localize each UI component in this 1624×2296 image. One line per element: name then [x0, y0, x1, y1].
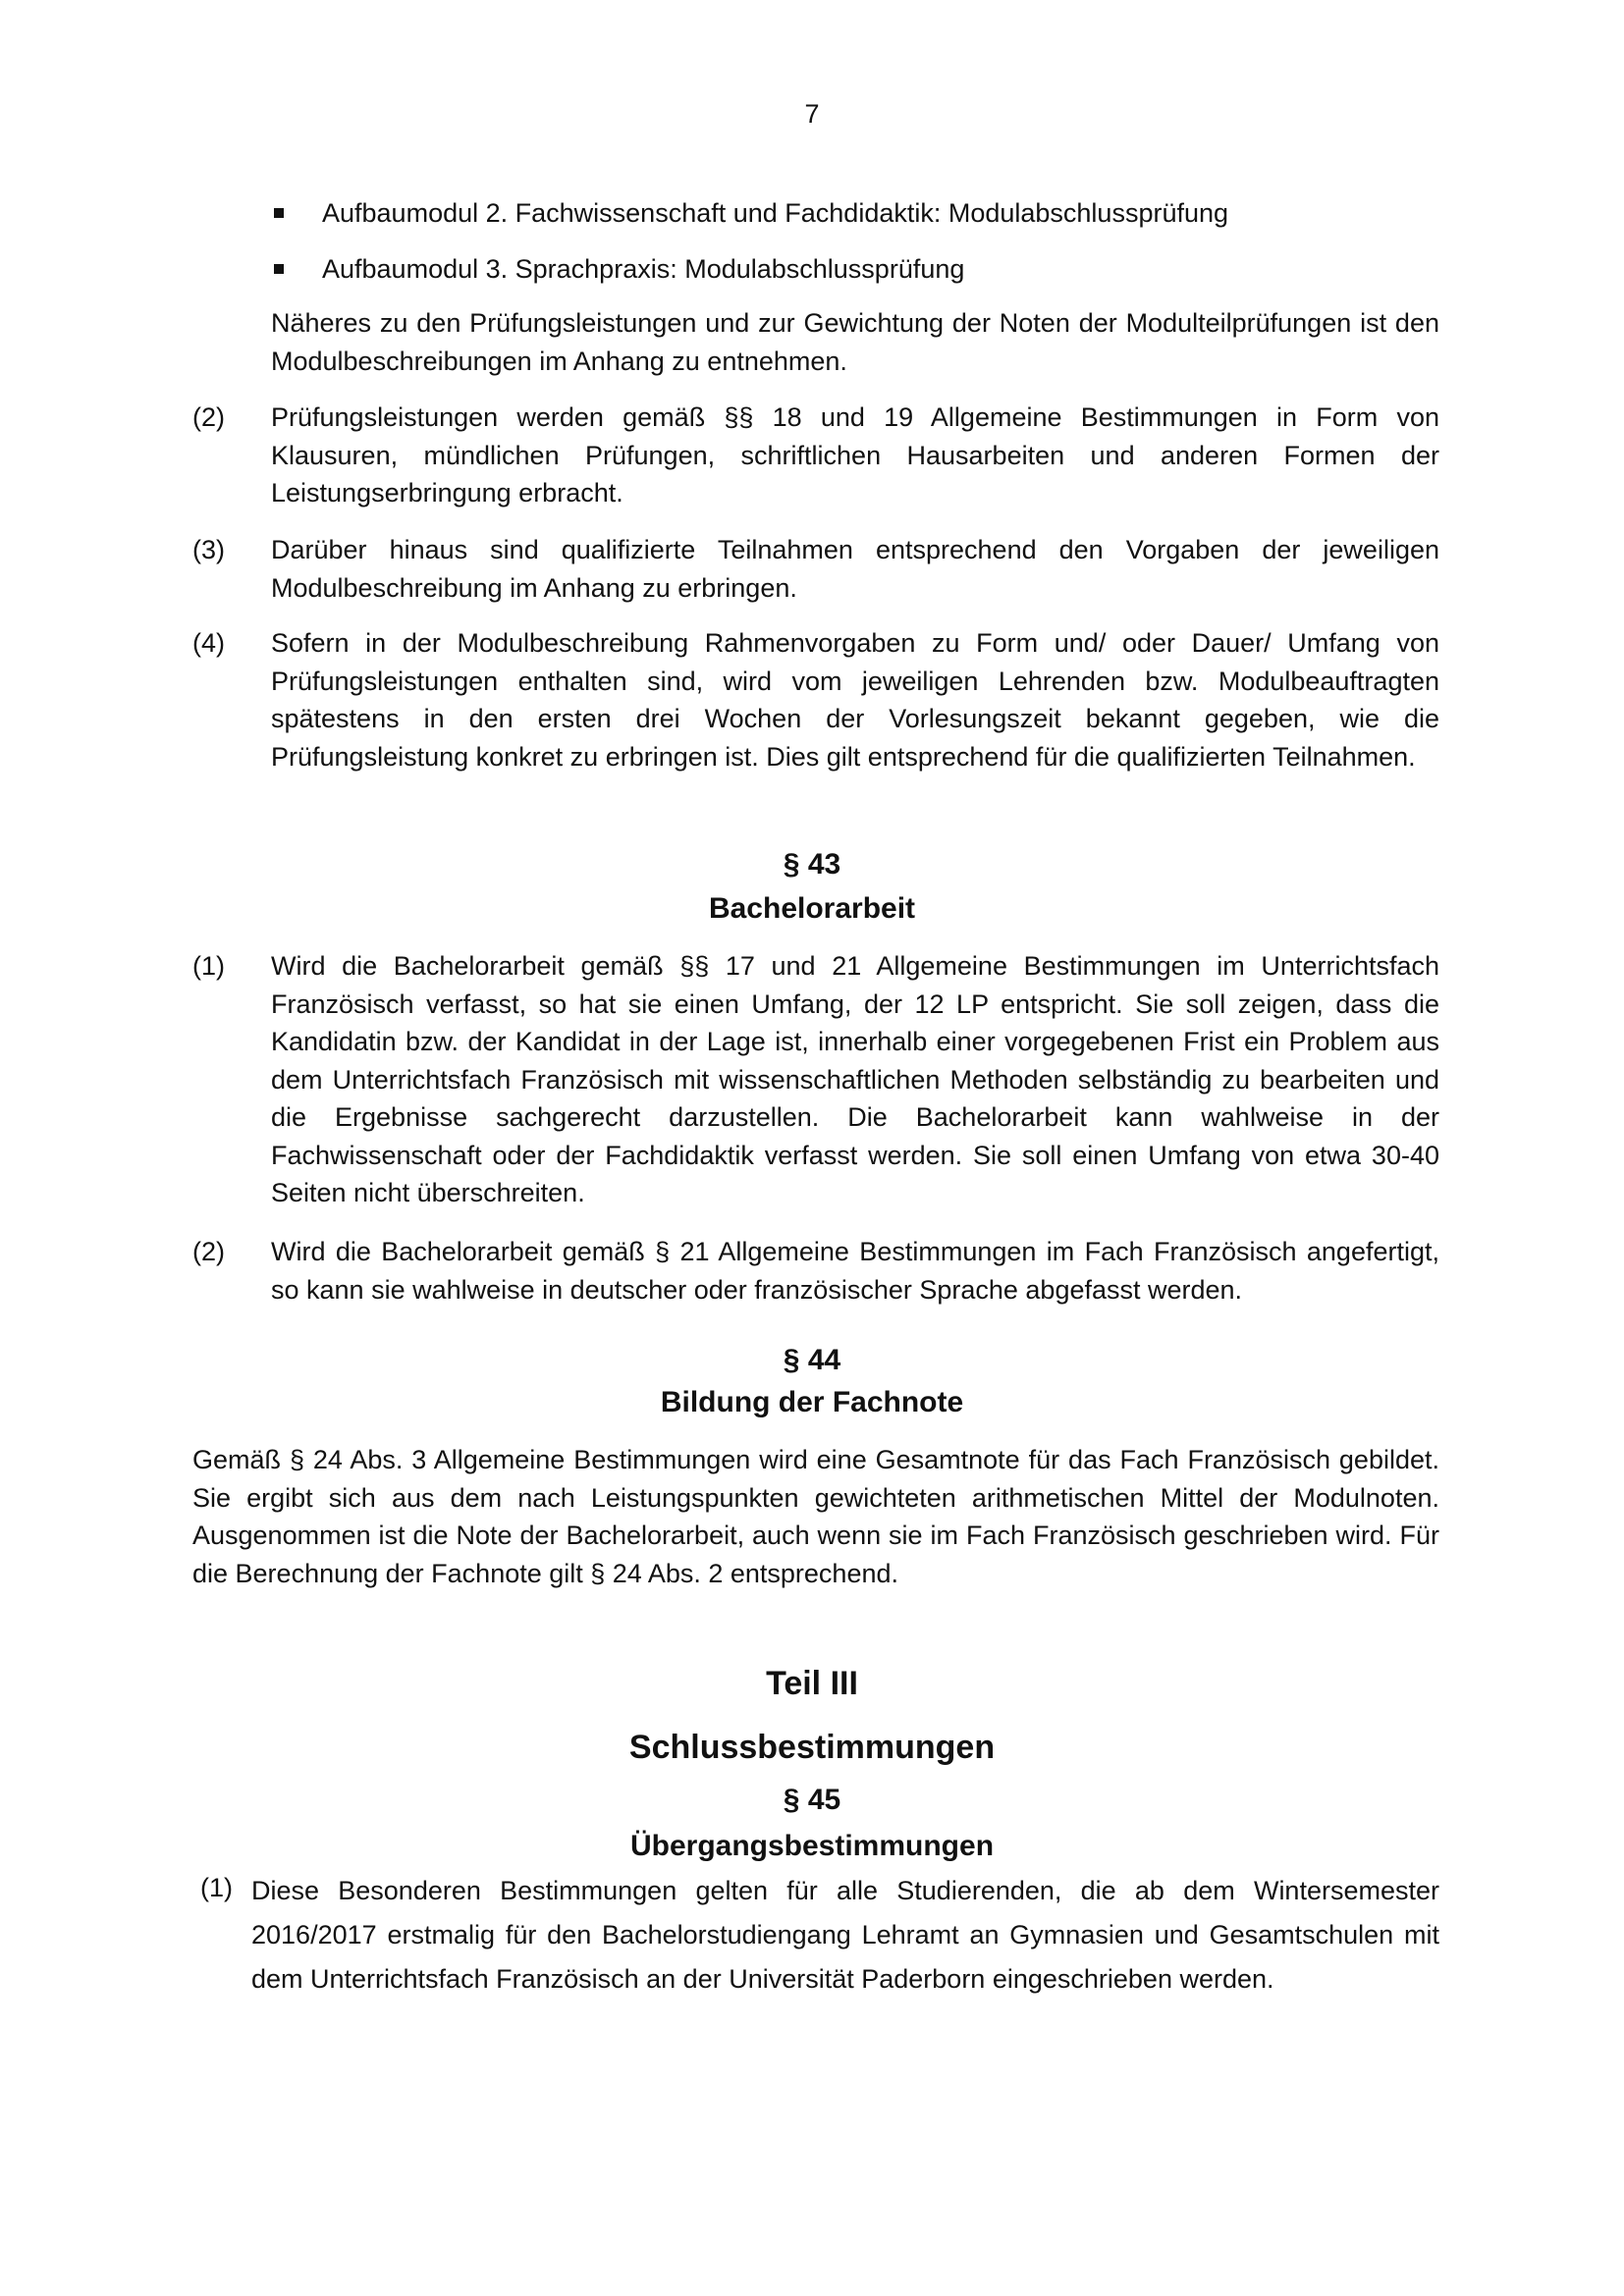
item-text: Wird die Bachelorarbeit gemäß §§ 17 und 21 Allgemeine Bestimmungen im Unterrichtsfach Französisch verfasst, so hat sie einen Umfang, der 12 LP entspricht. Sie soll zeigen, dass die Kandidatin bzw. der Kandidat in der Lage ist, innerhalb einer vorgegebenen Frist ein Problem aus dem Unterrichtsfach Französisch mit wissenschaftlichen Methoden selbständig zu bearbeiten und die Ergebnisse sachgerecht darzustellen. Die Bachelorarbeit kann wahlweise in der Fachwissenschaft oder der Fachdidaktik verfasst werden. Sie soll einen Umfang von etwa 30-40 Seiten nicht überschreiten.: [271, 951, 1439, 1207]
section-number: § 45: [783, 1784, 841, 1816]
bullet-text: Aufbaumodul 2. Fachwissenschaft und Fachdidaktik: Modulabschlussprüfung: [322, 198, 1229, 228]
paragraph-item-1: [192, 947, 1439, 1212]
section-title: Bildung der Fachnote: [660, 1386, 964, 1418]
section-number: § 44: [783, 1344, 841, 1376]
paragraph-item-1: [200, 1869, 1439, 2002]
part-subtitle: Schlussbestimmungen: [628, 1729, 996, 1766]
section-number: § 43: [783, 848, 841, 881]
list-item: [271, 194, 1439, 233]
section-title: Übergangsbestimmungen: [629, 1830, 995, 1862]
bullet-square-icon: [271, 250, 322, 289]
item-text: Wird die Bachelorarbeit gemäß § 21 Allgemeine Bestimmungen im Fach Französisch angefertigt, so kann sie wahlweise in deutscher oder französischer Sprache abgefasst werden.: [271, 1237, 1439, 1305]
item-text: Prüfungsleistungen werden gemäß §§ 18 und 19 Allgemeine Bestimmungen in Form von Klausuren, mündlichen Prüfungen, schriftlichen Hausarbeiten und anderen Formen der Leistungserbringung erbracht.: [271, 402, 1439, 507]
item-number: (1): [192, 951, 225, 981]
section-title: Bachelorarbeit: [708, 892, 916, 925]
item-number: (3): [192, 535, 225, 564]
item-number: (2): [192, 1237, 225, 1266]
item-text: Sofern in der Modulbeschreibung Rahmenvorgaben zu Form und/ oder Dauer/ Umfang von Prüfungsleistungen enthalten sind, wird vom jeweiligen Lehrenden bzw. Modulbeauftragten spätestens in den ersten drei Wochen der Vorlesungszeit bekannt gegeben, wie die Prüfungsleistung konkret zu erbringen ist. Dies gilt entsprechend für die qualifizierten Teilnahmen.: [271, 628, 1439, 772]
item-number: (4): [192, 628, 225, 658]
item-text: Diese Besonderen Bestimmungen gelten für alle Studierenden, die ab dem Wintersemester 2016/2017 erstmalig für den Bachelorstudiengang Lehramt an Gymnasien und Gesamtschulen mit dem Unterrichtsfach Französisch an der Universität Paderborn eingeschrieben werden.: [251, 1876, 1439, 1994]
bullet-text: Aufbaumodul 3. Sprachpraxis: Modulabschlussprüfung: [322, 254, 965, 284]
list-item: [271, 250, 1439, 289]
item-text: Darüber hinaus sind qualifizierte Teilnahmen entsprechend den Vorgaben der jeweiligen Modulbeschreibung im Anhang zu erbringen.: [271, 535, 1439, 603]
item-number: (1): [200, 1873, 233, 1902]
paragraph-item-3: [192, 531, 1439, 607]
page-number: 7: [804, 99, 820, 129]
paragraph-item-2: [192, 399, 1439, 512]
paragraph-item-2: [192, 1233, 1439, 1308]
note-paragraph: Näheres zu den Prüfungsleistungen und zur Gewichtung der Noten der Modulteilprüfungen ist den Modulbeschreibungen im Anhang zu entnehmen.: [271, 308, 1439, 376]
bullet-square-icon: [271, 194, 322, 233]
paragraph-item-4: [192, 624, 1439, 775]
item-number: (2): [192, 402, 225, 432]
part-title: Teil III: [766, 1665, 858, 1702]
section-paragraph: Gemäß § 24 Abs. 3 Allgemeine Bestimmungen wird eine Gesamtnote für das Fach Französisch gebildet. Sie ergibt sich aus dem nach Leistungspunkten gewichteten arithmetischen Mittel der Modulnoten. Ausgenommen ist die Note der Bachelorarbeit, auch wenn sie im Fach Französisch geschrieben wird. Für die Berechnung der Fachnote gilt § 24 Abs. 2 entsprechend.: [192, 1445, 1439, 1588]
